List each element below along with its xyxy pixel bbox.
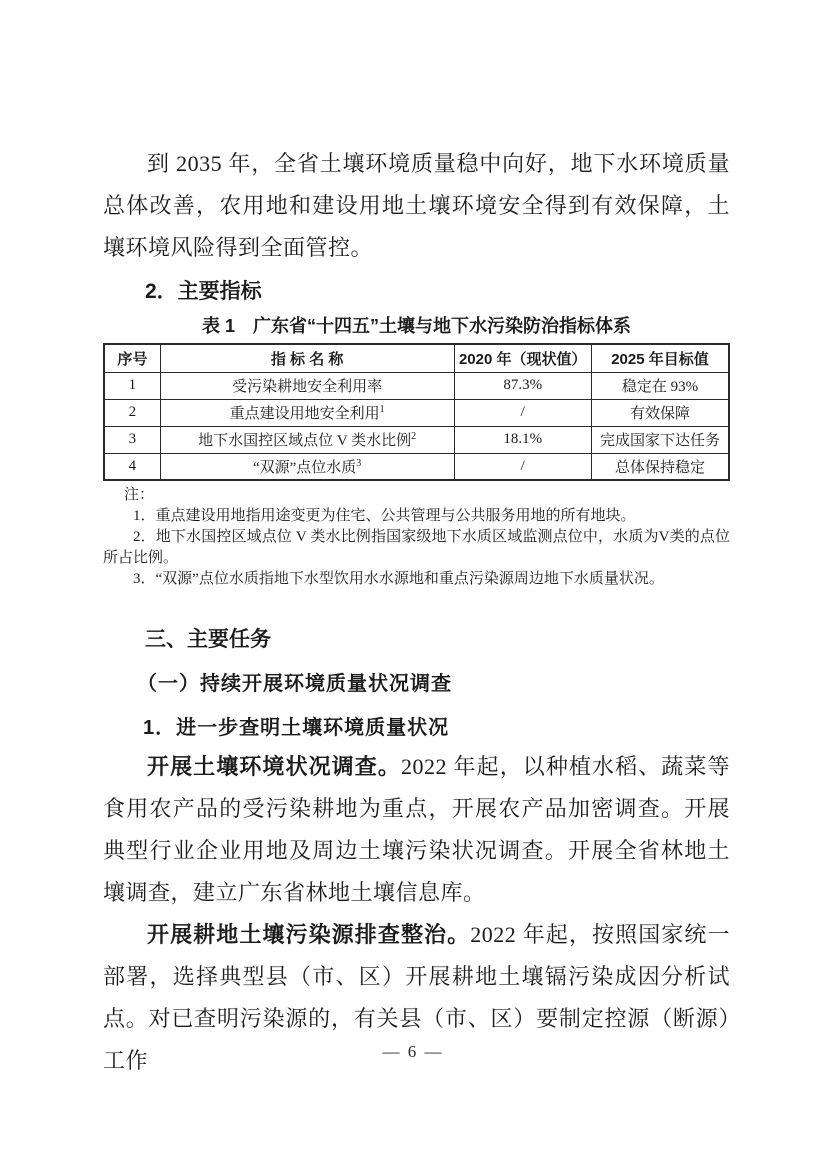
table-header-row (104, 344, 729, 372)
tasks-subsection-heading: （一）持续开展环境质量状况调查 (137, 673, 452, 695)
header-2025-target: 2025 年目标值 (592, 344, 730, 372)
table-row (104, 372, 729, 399)
cell-2025-target: 总体保持稳定 (592, 453, 730, 480)
cell-2020-value: / (454, 399, 592, 426)
paragraph-lead: 开展土壤环境状况调查。 (147, 754, 401, 779)
footnote-ref: 3 (356, 457, 362, 469)
table-title: 表 1 广东省“十四五”土壤与地下水污染防治指标体系 (201, 316, 631, 336)
footnote-ref: 2 (411, 431, 417, 442)
header-no: 序号 (104, 344, 160, 372)
table-row (104, 399, 729, 426)
footnote-ref: 1 (379, 404, 385, 415)
indicator-table (103, 343, 730, 481)
cell-indicator-name: 受污染耕地安全利用率 (160, 372, 454, 399)
header-2020-value: 2020 年（现状值） (454, 344, 592, 372)
table-row (104, 453, 729, 480)
cell-no: 1 (104, 372, 160, 399)
table-row (104, 426, 729, 453)
table-notes (103, 485, 730, 590)
paragraph-body: 2022 年起，按照国家统一部署，选择典型县（市、区）开展耕地土壤镉污染成因分析试点。对已查明污染源的，有关县（市、区）要制定控源（断源）工作 (103, 922, 730, 1073)
notes-label: 注： (124, 487, 155, 503)
note-item-3: 3．“双源”点位水质指地下水型饮用水水源地和重点污染源周边地下水质量状况。 (133, 571, 664, 587)
cell-indicator-name: “双源”点位水质$^3$ (160, 453, 454, 480)
paragraph-lead: 开展耕地土壤污染源排查整治。 (147, 922, 471, 947)
paragraph-body: 2022 年起，以种植水稻、蔬菜等食用农产品的受污染耕地为重点，开展农产品加密调查。开展典型行业企业用地及周边土壤污染状况调查。开展全省林地土壤调查，建立广东省林地土壤信息库。 (103, 754, 730, 905)
header-indicator-name: 指 标 名 称 (160, 344, 454, 372)
cell-2025-target: 完成国家下达任务 (592, 426, 730, 453)
tasks-item-heading: 1．进一步查明土壤环境质量状况 (143, 717, 450, 739)
cell-2020-value: 18.1% (454, 426, 592, 453)
cell-indicator-name: 重点建设用地安全利用$^1$ (160, 399, 454, 426)
cell-2020-value: 87.3% (454, 372, 592, 399)
cell-no: 2 (104, 399, 160, 426)
cell-no: 3 (104, 426, 160, 453)
cell-2025-target: 有效保障 (592, 399, 730, 426)
task-paragraph-soil-survey (103, 746, 730, 914)
note-item-1: 1．重点建设用地指用途变更为住宅、公共管理与公共服务用地的所有地块。 (133, 508, 636, 524)
cell-indicator-name: 地下水国控区域点位 V 类水比例$^2$ (160, 426, 454, 453)
tasks-section-heading: 三、主要任务 (145, 628, 271, 651)
page-number: — 6 — (382, 1042, 444, 1061)
cell-2025-target: 稳定在 93% (592, 372, 730, 399)
note-item-2: 2．地下水国控区域点位 V 类水比例指国家级地下水质区域监测点位中，水质为V类的点位所占比例。 (103, 529, 730, 566)
intro-paragraph: 到 2035 年，全省土壤环境质量稳中向好，地下水环境质量总体改善，农用地和建设用地土壤环境安全得到有效保障，土壤环境风险得到全面管控。 (103, 151, 730, 260)
indicators-heading: 2．主要指标 (145, 280, 262, 303)
cell-no: 4 (104, 453, 160, 480)
cell-2020-value: / (454, 453, 592, 480)
